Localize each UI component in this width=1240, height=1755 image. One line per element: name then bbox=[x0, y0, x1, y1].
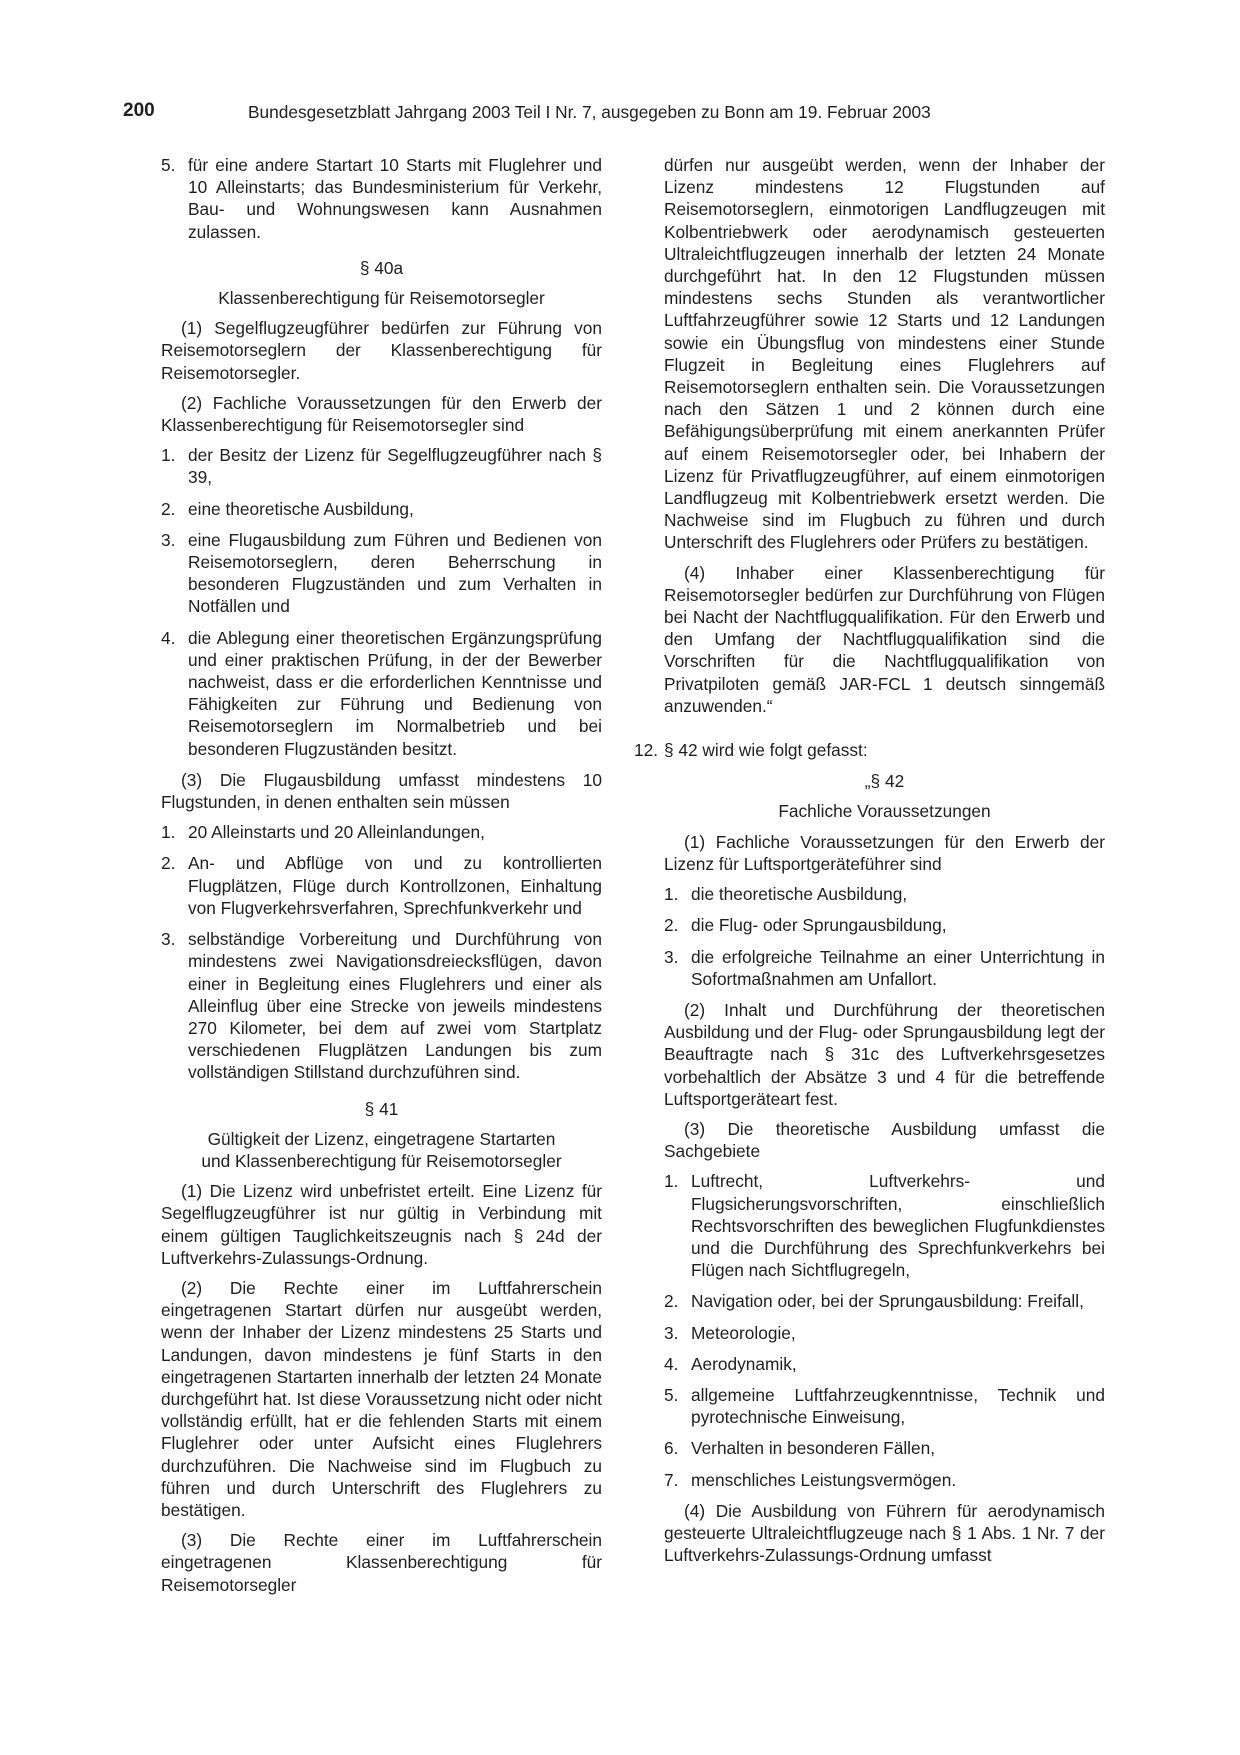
list-item-number: 1. bbox=[664, 1171, 679, 1192]
list-item-number: 6. bbox=[664, 1438, 679, 1459]
list-item-text: eine Flugausbildung zum Führen und Bedienen von Reisemotorseglern, deren Beherrschung in besonderen Flugzuständen und zum Verhalten in Notfällen und bbox=[188, 529, 602, 617]
list-item-text: 20 Alleinstarts und 20 Alleinlandungen, bbox=[188, 822, 485, 843]
list-item bbox=[161, 852, 602, 919]
list-item bbox=[161, 529, 602, 618]
list-item-text: die erfolgreiche Teilnahme an einer Unterrichtung in Sofortmaßnahmen am Unfallort. bbox=[691, 946, 1105, 989]
right-column bbox=[634, 154, 1105, 1574]
paragraph: (3) Die Flugausbildung umfasst mindestens 10 Flugstunden, in denen enthalten sein müssen bbox=[161, 769, 602, 813]
list-item-text: der Besitz der Lizenz für Segelflugzeugführer nach § 39, bbox=[188, 445, 602, 488]
section-40a-title: Klassenberechtigung für Reisemotorsegler bbox=[218, 288, 545, 309]
list-item bbox=[664, 1437, 1105, 1459]
list-item-text: die Ablegung einer theoretischen Ergänzungsprüfung und einer praktischen Prüfung, in der der Bewerber nachweist, dass er die erforderlichen Kenntnisse und Fähigkeiten zur Führung und Bedienung von Reisemotorseglern im Normalbetrieb und bei besonderen Flugzuständen besitzt. bbox=[188, 627, 602, 759]
list-item bbox=[664, 1469, 1105, 1491]
list-item bbox=[161, 444, 602, 488]
list-item-number: 5. bbox=[664, 1384, 679, 1405]
list-item-5 bbox=[161, 154, 602, 243]
list-item-text: Navigation oder, bei der Sprungausbildung: Freifall, bbox=[691, 1291, 1084, 1312]
list-item-text: An- und Abflüge von und zu kontrollierten Flugplätzen, Flüge durch Kontrollzonen, Einhaltung von Flugverkehrsverfahren, Sprechfunkverkehr und bbox=[188, 853, 602, 918]
list-item-text: Luftrecht, Luftverkehrs- und Flugsicherungsvorschriften, einschließlich Rechtsvorschriften des beweglichen Flugfunkdienstes und die Durchführung des Sprechfunkverkehrs bei Flügen nach Sichtflugregeln, bbox=[691, 1171, 1105, 1281]
list-item bbox=[664, 1353, 1105, 1375]
list-item-text: menschliches Leistungsvermögen. bbox=[691, 1469, 957, 1490]
list-item-number: 1. bbox=[664, 884, 679, 905]
list-item bbox=[161, 928, 602, 1083]
list-item-text: Verhalten in besonderen Fällen, bbox=[691, 1438, 936, 1459]
paragraph: (1) Segelflugzeugführer bedürfen zur Führung von Reisemotorseglern der Klassenberechtigung für Reisemotorsegler. bbox=[161, 318, 602, 383]
paragraph: (3) Die Rechte einer im Luftfahrerschein eingetragenen Klassenberechtigung für Reisemotorsegler bbox=[161, 1530, 602, 1595]
list-item-text: die Flug- oder Sprungausbildung, bbox=[691, 915, 947, 936]
list-item bbox=[664, 883, 1105, 905]
paragraph: (4) Inhaber einer Klassenberechtigung für Reisemotorsegler bedürfen zur Durchführung von Flügen bei Nacht der Nachtflugqualifikation. Für den Erwerb und den Umfang der Nachtflugqualifikation sind die Vorschriften für die Nachtflugqualifikation von Privatpiloten gemäß JAR-FCL 1 deutsch sinngemäß anzuwenden.“ bbox=[664, 562, 1105, 716]
list-item bbox=[664, 1170, 1105, 1281]
section-40a-heading: § 40a bbox=[359, 257, 404, 278]
list-item bbox=[664, 1322, 1105, 1344]
list-item bbox=[664, 1290, 1105, 1312]
running-header: Bundesgesetzblatt Jahrgang 2003 Teil I Nr. 7, ausgegeben zu Bonn am 19. Februar 2003 bbox=[248, 102, 931, 122]
list-item-number: 4. bbox=[664, 1353, 679, 1374]
list-item-number: 1. bbox=[161, 445, 176, 466]
list-item-number: 3. bbox=[161, 929, 176, 950]
paragraph: (2) Fachliche Voraussetzungen für den Erwerb der Klassenberechtigung für Reisemotorsegler sind bbox=[161, 392, 602, 436]
page-number: 200 bbox=[123, 100, 155, 121]
list-item-number: 2. bbox=[161, 853, 176, 874]
list-item-number: 3. bbox=[161, 529, 176, 550]
paragraph: (1) Fachliche Voraussetzungen für den Erwerb der Lizenz für Luftsportgeräteführer sind bbox=[664, 831, 1105, 874]
left-column bbox=[161, 154, 602, 1604]
list-item-number: 1. bbox=[161, 822, 176, 843]
list-item bbox=[161, 627, 602, 760]
list-item-number: 4. bbox=[161, 627, 176, 648]
list-item-number: 2. bbox=[161, 498, 176, 519]
section-41-title-line-2: und Klassenberechtigung für Reisemotorsegler bbox=[201, 1150, 562, 1171]
paragraph: (1) Die Lizenz wird unbefristet erteilt. Eine Lizenz für Segelflugzeugführer ist nur gültig in Verbindung mit einem gültigen Tauglichkeitszeugnis nach § 24d der Luftverkehrs-Zulassungs-Ordnung. bbox=[161, 1181, 602, 1268]
section-42-heading: „§ 42 bbox=[864, 771, 905, 792]
list-item bbox=[161, 821, 602, 843]
list-item-number: 2. bbox=[664, 915, 679, 936]
list-item-12 bbox=[634, 739, 1105, 761]
list-item bbox=[664, 914, 1105, 936]
list-item-number: 12. bbox=[634, 740, 659, 761]
paragraph-continued: dürfen nur ausgeübt werden, wenn der Inhaber der Lizenz mindestens 12 Flugstunden auf Reisemotorseglern, einmotorigen Landflugzeugen mit Kolbentriebwerk oder aerodynamisch gesteuerten Ultraleichtflugzeugen innerhalb der letzten 24 Monate durchgeführt hat. In den 12 Flugstunden müssen mindestens sechs Stunden als verantwortlicher Luftfahrzeugführer sowie 12 Starts und 12 Landungen sowie ein Übungsflug von mindestens einer Stunde Flugzeit in Begleitung eines Fluglehrers auf Reisemotorseglern enthalten sein. Die Voraussetzungen nach den Sätzen 1 und 2 können durch eine Befähigungsüberprüfung mit einem anerkannten Prüfer auf einem Reisemotorsegler oder, bei Inhabern der Lizenz für Privatflugzeugführer, auf einem einmotorigen Landflugzeug mit Kolbentriebwerk ersetzt werden. Die Nachweise sind im Flugbuch zu führen und durch Unterschrift des Fluglehrers oder Prüfers zu bestätigen. bbox=[664, 155, 1105, 553]
list-item-number: 2. bbox=[664, 1291, 679, 1312]
section-42-title: Fachliche Voraussetzungen bbox=[778, 801, 991, 822]
section-41-heading: § 41 bbox=[364, 1098, 399, 1119]
list-item-text: eine theoretische Ausbildung, bbox=[188, 498, 414, 519]
list-item-text: die theoretische Ausbildung, bbox=[691, 884, 908, 905]
list-item bbox=[664, 1384, 1105, 1428]
list-item-number: 3. bbox=[664, 946, 679, 967]
paragraph: (2) Die Rechte einer im Luftfahrerschein eingetragenen Startart dürfen nur ausgeübt werden, wenn der Inhaber der Lizenz mindestens 25 Starts und Landungen, davon mindestens je fünf Starts in den eingetragenen Startarten innerhalb der letzten 24 Monate durchgeführt hat. Ist diese Voraussetzung nicht oder nicht vollständig erfüllt, hat er die fehlenden Starts mit einem Fluglehrer oder unter Aufsicht eines Fluglehrers durchzuführen. Die Nachweise sind im Flugbuch zu führen und durch Unterschrift des Fluglehrers zu bestätigen. bbox=[161, 1277, 602, 1520]
list-item bbox=[664, 946, 1105, 990]
paragraph: (3) Die theoretische Ausbildung umfasst die Sachgebiete bbox=[664, 1118, 1105, 1162]
list-item-number: 7. bbox=[664, 1469, 679, 1490]
list-item bbox=[161, 498, 602, 520]
list-item-text: allgemeine Luftfahrzeugkenntnisse, Technik und pyrotechnische Einweisung, bbox=[691, 1384, 1105, 1428]
list-item-text: selbständige Vorbereitung und Durchführung von mindestens zwei Navigationsdreiecksflügen, davon einer in Begleitung eines Fluglehrers und einer als Alleinflug über eine Strecke von jeweils mindestens 270 Kilometer, bei dem auf zwei vom Startplatz verschiedenen Flugplätzen Landungen bis zum vollständigen Stillstand durchzuführen sind. bbox=[188, 929, 602, 1083]
paragraph: (4) Die Ausbildung von Führern für aerodynamisch gesteuerte Ultraleichtflugzeuge nach § 1 Abs. 1 Nr. 7 der Luftverkehrs-Zulassungs-Ordnung umfasst bbox=[664, 1500, 1105, 1566]
list-item-text: für eine andere Startart 10 Starts mit Fluglehrer und 10 Alleinstarts; das Bundesministerium für Verkehr, Bau- und Wohnungswesen kann Ausnahmen zulassen. bbox=[188, 155, 602, 242]
list-item-number: 3. bbox=[664, 1322, 679, 1343]
list-item-number: 5. bbox=[161, 155, 176, 175]
paragraph: (2) Inhalt und Durchführung der theoretischen Ausbildung und der Flug- oder Sprungausbildung legt der Beauftragte nach § 31c des Luftverkehrsgesetzes vorbehaltlich der Absätze 3 und 4 für die betreffende Luftsportgeräteart fest. bbox=[664, 999, 1105, 1109]
section-41-title-line-1: Gültigkeit der Lizenz, eingetragene Startarten bbox=[207, 1128, 556, 1149]
list-item-text: § 42 wird wie folgt gefasst: bbox=[664, 740, 868, 761]
list-item-text: Aerodynamik, bbox=[691, 1353, 797, 1374]
list-item-text: Meteorologie, bbox=[691, 1322, 796, 1343]
